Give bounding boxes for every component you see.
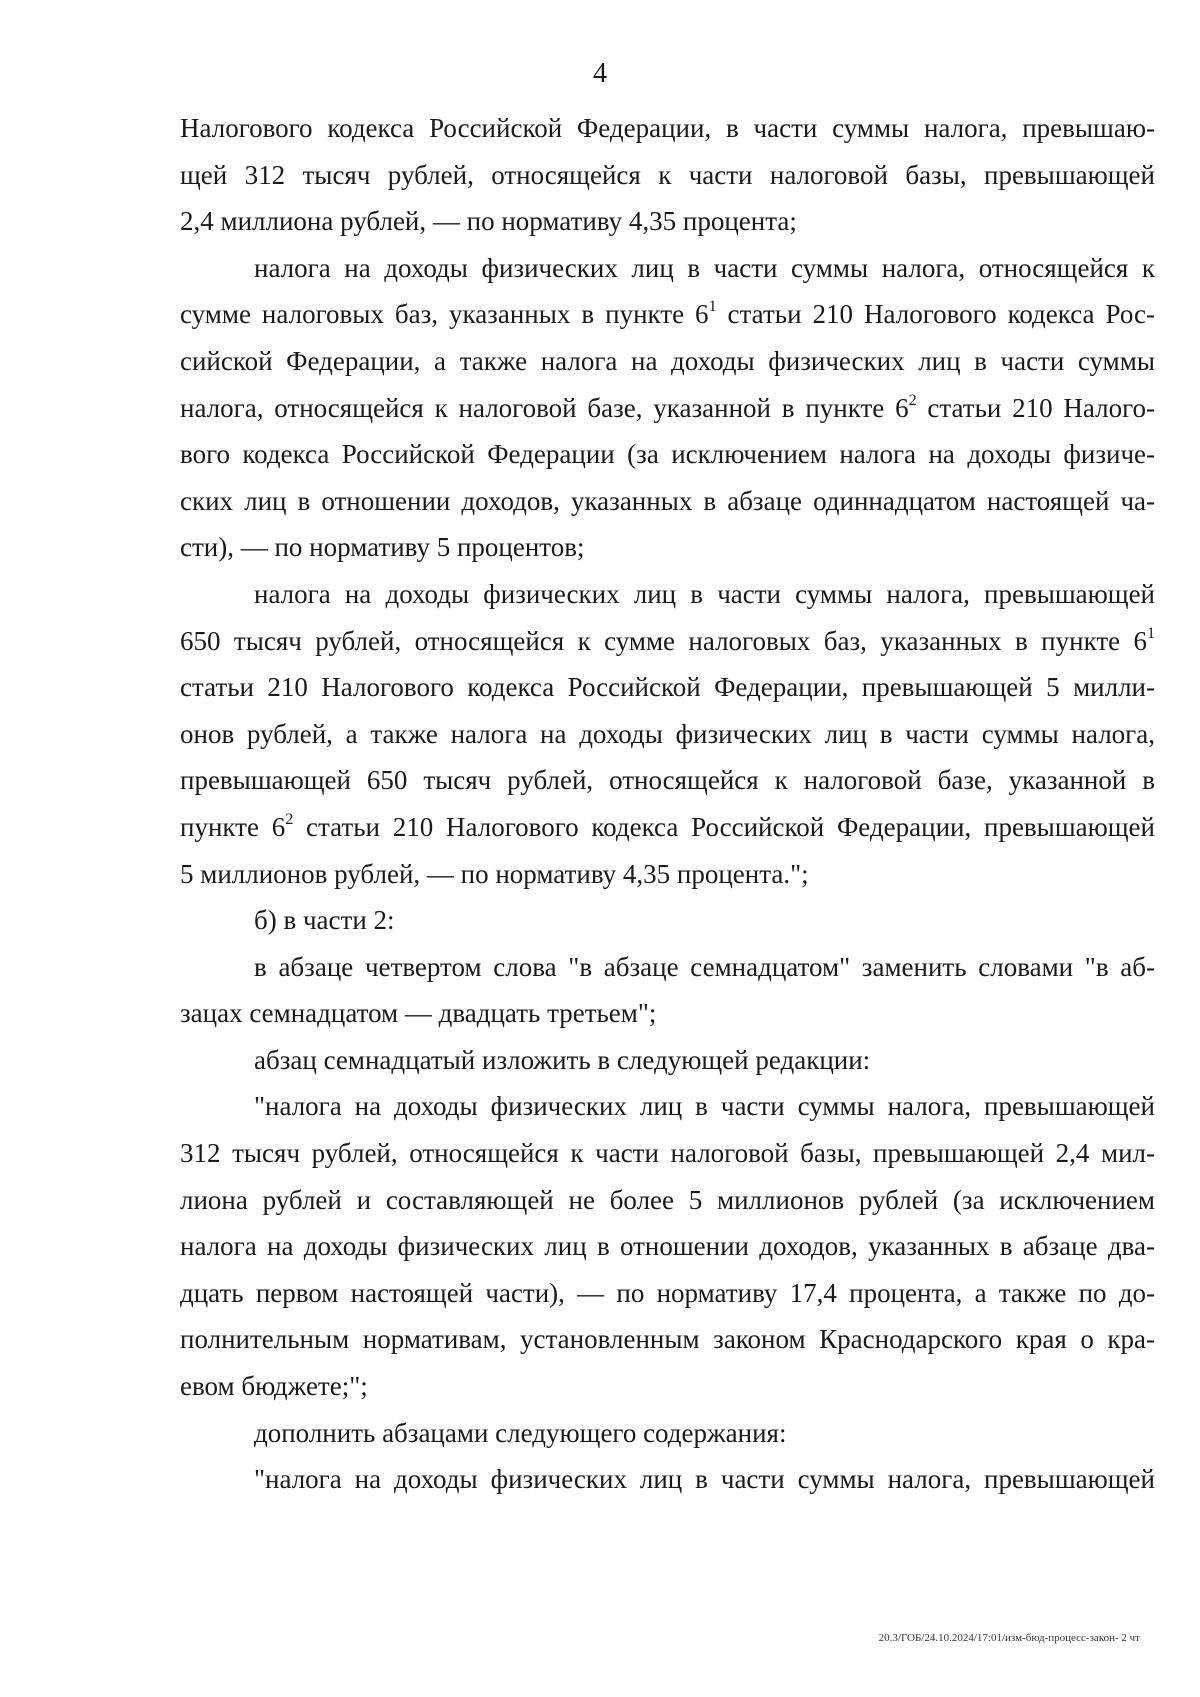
paragraph — [180, 944, 1155, 1037]
text-line: абзац семнадцатый изложить в следующей редакции: — [254, 1044, 871, 1075]
text-line: евом бюджете;"; — [180, 1371, 368, 1402]
text-line: щей 312 тысяч рублей, относящейся к части налоговой базы, превышающей — [180, 159, 1155, 190]
superscript: 2 — [285, 810, 294, 828]
document-body — [180, 105, 1155, 1503]
paragraph — [180, 1083, 1155, 1409]
superscript: 1 — [708, 298, 717, 316]
text-line: Налогового кодекса Российской Федерации, в части суммы налога, превышаю- — [180, 113, 1155, 143]
text-line: налога на доходы физических лиц в отношении доходов, указанных в абзаце два- — [180, 1231, 1155, 1262]
text-line — [180, 618, 1155, 665]
text-line: "налога на доходы физических лиц в части суммы налога, превышающей — [254, 1091, 1155, 1122]
paragraph — [180, 1037, 1155, 1084]
text-line — [180, 804, 1155, 851]
text-line: б) в части 2: — [254, 905, 395, 936]
page-number: 4 — [593, 58, 607, 89]
text-fragment: налога, относящейся к налоговой базе, указанной в пункте 6 — [180, 392, 909, 423]
document-footer-code: 20.3/ГОБ/24.10.2024/17:01/изм-бюд-процесс-закон- 2 чт — [878, 1632, 1140, 1644]
text-line: ских лиц в отношении доходов, указанных в абзаце одиннадцатом настоящей ча- — [180, 485, 1155, 516]
text-line: налога на доходы физических лиц в части суммы налога, превышающей — [254, 578, 1155, 609]
superscript: 2 — [908, 391, 917, 409]
text-line: сти), — по нормативу 5 процентов; — [180, 532, 585, 563]
text-line: статьи 210 Налогового кодекса Российской Федерации, превышающей 5 милли- — [180, 672, 1155, 703]
text-line: зацах семнадцатом — двадцать третьем"; — [180, 998, 657, 1029]
text-line — [180, 385, 1155, 432]
text-fragment: статьи 210 Налого- — [916, 392, 1156, 423]
text-line: онов рублей, а также налога на доходы физических лиц в части суммы налога, — [180, 718, 1155, 749]
text-fragment: пункте 6 — [180, 811, 286, 842]
text-line: налога на доходы физических лиц в части суммы налога, относящейся к — [254, 252, 1155, 283]
text-line: сийской Федерации, а также налога на доходы физических лиц в части суммы — [180, 345, 1155, 376]
paragraph — [180, 1456, 1155, 1503]
text-line: превышающей 650 тысяч рублей, относящейся к налоговой базе, указанной в — [180, 765, 1155, 796]
text-fragment: статьи 210 Налогового кодекса Российской Федерации, превышающей — [293, 811, 1155, 842]
paragraph — [180, 1410, 1155, 1457]
paragraph — [180, 245, 1155, 571]
text-line — [180, 291, 1155, 338]
text-line: 5 миллионов рублей, — по нормативу 4,35 процента."; — [180, 858, 809, 889]
text-fragment: статьи 210 Налогового кодекса Рос- — [716, 299, 1155, 330]
text-line: вого кодекса Российской Федерации (за исключением налога на доходы физиче- — [180, 439, 1155, 470]
paragraph — [180, 105, 1155, 245]
superscript: 1 — [1147, 624, 1155, 642]
text-line: в абзаце четвертом слова "в абзаце семнадцатом" заменить словами "в аб- — [254, 951, 1155, 982]
text-line: 2,4 миллиона рублей, — по нормативу 4,35 процента; — [180, 206, 797, 237]
text-fragment: сумме налоговых баз, указанных в пункте 6 — [180, 299, 709, 330]
text-line: полнительным нормативам, установленным законом Краснодарского края о кра- — [180, 1324, 1155, 1355]
text-line: 312 тысяч рублей, относящейся к части налоговой базы, превышающей 2,4 мил- — [180, 1138, 1155, 1169]
text-line: "налога на доходы физических лиц в части суммы налога, превышающей — [254, 1464, 1155, 1495]
paragraph — [180, 897, 1155, 944]
text-line: лиона рублей и составляющей не более 5 миллионов рублей (за исключением — [180, 1184, 1155, 1215]
text-line: дополнить абзацами следующего содержания: — [254, 1417, 787, 1448]
text-fragment: 650 тысяч рублей, относящейся к сумме налоговых баз, указанных в пункте 6 — [180, 625, 1147, 656]
paragraph — [180, 571, 1155, 897]
text-line: дцать первом настоящей части), — по нормативу 17,4 процента, а также по до- — [180, 1277, 1155, 1308]
